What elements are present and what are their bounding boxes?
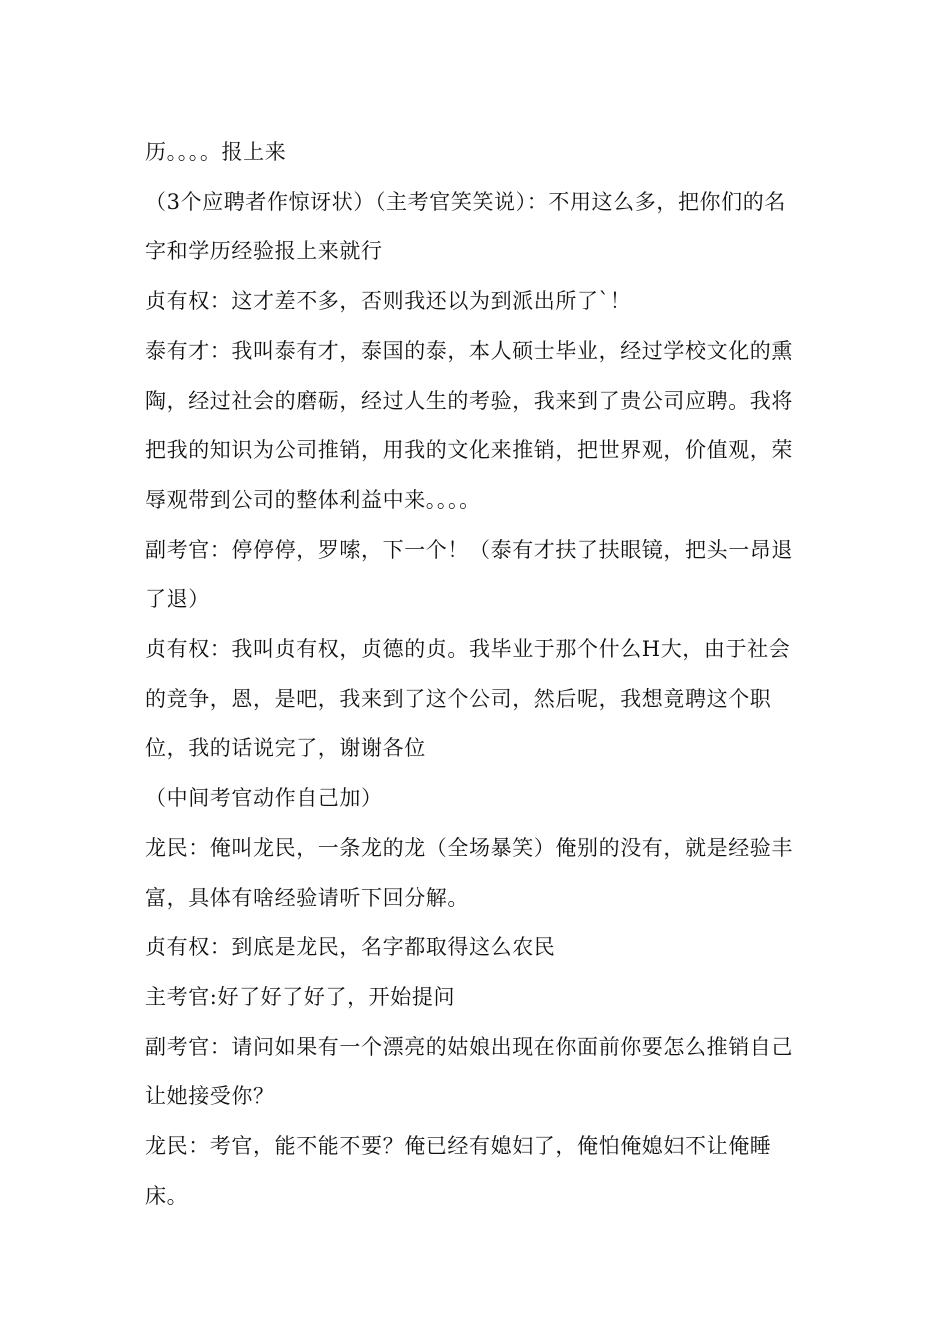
paragraph-3: 贞有权：这才差不多，否则我还以为到派出所了`！ xyxy=(145,289,632,314)
paragraph-4: 泰有才：我叫泰有才，泰国的泰，本人硕士毕业，经过学校文化的熏陶，经过社会的磨砺，经过人生的考验，我来到了贵公司应聘。我将把我的知识为公司推销，用我的文化来推销，把世界观，价值观，荣辱观带到公司的整体利益中来。。。。 xyxy=(145,338,793,512)
paragraph-1: 历。。。。报上来 xyxy=(145,140,287,164)
paragraph-6: 贞有权：我叫贞有权，贞德的贞。我毕业于那个什么H大，由于社会的竞争，恩，是吧，我来到了这个公司，然后呢，我想竟聘这个职位，我的话说完了，谢谢各位 xyxy=(145,637,791,761)
paragraph-5: 副考官：停停停，罗嗦，下一个！（泰有才扶了扶眼镜，把头一昂退了退） xyxy=(145,537,793,612)
paragraph-2: （3个应聘者作惊讶状）（主考官笑笑说）：不用这么多，把你们的名字和学历经验报上来就行 xyxy=(145,189,786,264)
document-body xyxy=(145,128,805,1221)
paragraph-7: （中间考官动作自己加） xyxy=(145,786,383,811)
paragraph-12: 龙民：考官，能不能不要？俺已经有媳妇了，俺怕俺媳妇不让俺睡床。 xyxy=(145,1134,772,1208)
paragraph-11: 副考官：请问如果有一个漂亮的姑娘出现在你面前你要怎么推销自己让她接受你？ xyxy=(145,1034,793,1109)
paragraph-8: 龙民：俺叫龙民，一条龙的龙（全场暴笑）俺别的没有，就是经验丰富，具体有啥经验请听下回分解。 xyxy=(145,835,793,910)
paragraph-9: 贞有权：到底是龙民，名字都取得这么农民 xyxy=(145,935,556,960)
paragraph-10: 主考官:好了好了好了，开始提问 xyxy=(145,984,456,1009)
